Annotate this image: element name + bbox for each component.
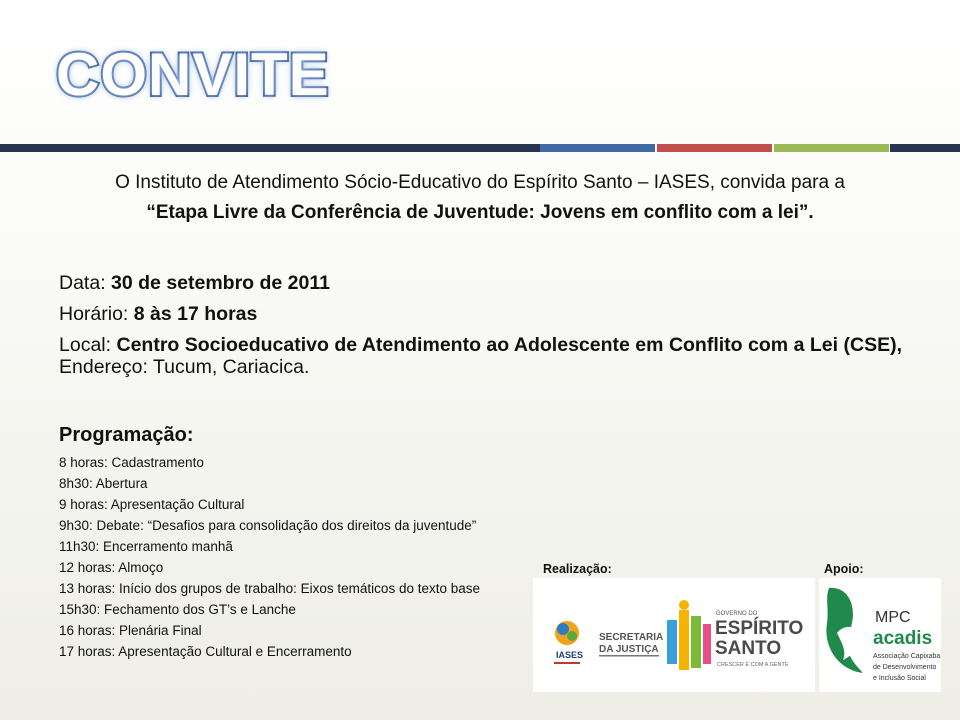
time-label: Horário: [59, 303, 134, 325]
acadis-logo [819, 578, 941, 692]
governo-small: GOVERNO DO [716, 611, 758, 617]
secretaria-line-1: SECRETARIA [599, 632, 664, 643]
programacao-title: Programação: [59, 424, 194, 446]
event-info [59, 268, 902, 378]
espirito-text: ESPÍRITO [715, 618, 804, 639]
date-row [59, 268, 902, 299]
bar-green [774, 144, 889, 152]
programacao-list [59, 452, 480, 662]
secretaria-line-2: DA JUSTIÇA [599, 644, 659, 655]
acadis-desc-1: Associação Capixaba [873, 653, 941, 660]
acadis-text: acadis [873, 628, 933, 649]
programacao-item: 13 horas: Início dos grupos de trabalho: Eixos temáticos do texto base [59, 581, 480, 596]
realizacao-logos [533, 578, 815, 692]
realizacao-label: Realização: [543, 562, 612, 576]
programacao-item: 17 horas: Apresentação Cultural e Encerramento [59, 644, 352, 659]
apoio-logo [819, 578, 941, 692]
intro-line-2: “Etapa Livre da Conferência de Juventude: Jovens em conflito com a lei”. [146, 202, 814, 223]
local-label: Local: [59, 334, 117, 356]
local-row [59, 334, 902, 378]
bar-navy-right [890, 144, 960, 152]
date-value: 30 de setembro de 2011 [111, 272, 330, 294]
governo-es-logo [667, 600, 803, 670]
page-title: CONVITE [56, 41, 330, 108]
acadis-desc-3: e Inclusão Social [873, 675, 926, 682]
address-value: Endereço: Tucum, Cariacica. [59, 356, 310, 378]
programacao-item: 9 horas: Apresentação Cultural [59, 497, 245, 512]
santo-text: SANTO [715, 638, 782, 659]
iases-text: IASES [556, 650, 584, 660]
intro-text [40, 168, 920, 228]
bar-navy-left [0, 144, 305, 152]
programacao-item: 8h30: Abertura [59, 476, 148, 491]
bar-navy [305, 144, 540, 152]
realizacao-logos-art [533, 578, 815, 692]
mpc-text: MPC [875, 609, 911, 626]
programacao-item: 8 horas: Cadastramento [59, 455, 204, 470]
slogan-text: CRESCER É COM A GENTE [717, 662, 789, 668]
local-value: Centro Socioeducativo de Atendimento ao Adolescente em Conflito com a Lei (CSE), [116, 334, 902, 356]
programacao-item: 16 horas: Plenária Final [59, 623, 202, 638]
apoio-label: Apoio: [824, 562, 864, 576]
bar-red [657, 144, 772, 152]
programacao-item: 11h30: Encerramento manhã [59, 539, 233, 554]
acadis-desc-2: de Desenvolvimento [873, 664, 937, 671]
time-row [59, 299, 902, 330]
programacao-item: 9h30: Debate: “Desafios para consolidação dos direitos da juventude” [59, 518, 477, 533]
time-value: 8 às 17 horas [133, 303, 258, 325]
secretaria-justica-logo [599, 632, 663, 657]
intro-line-1: O Instituto de Atendimento Sócio-Educativo do Espírito Santo – IASES, convida para a [115, 172, 845, 193]
date-label: Data: [59, 272, 112, 294]
bar-blue [540, 144, 655, 152]
programacao-item: 15h30: Fechamento dos GT’s e Lanche [59, 602, 296, 617]
programacao-item: 12 horas: Almoço [59, 560, 164, 575]
iases-logo [554, 621, 583, 664]
